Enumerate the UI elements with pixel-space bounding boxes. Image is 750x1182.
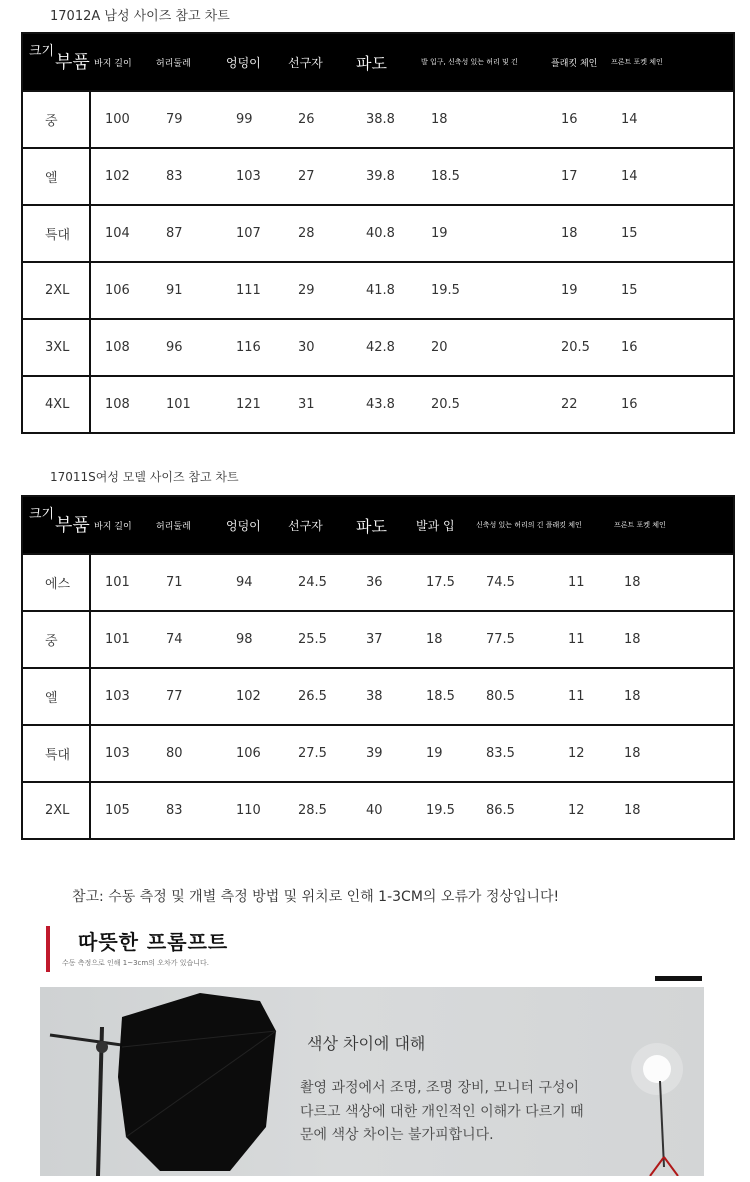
header-elastic-waist-placket: 신축성 있는 허리의 긴 플래킷 체인 bbox=[472, 496, 610, 554]
measurement-cell: 12 bbox=[554, 725, 610, 782]
measurement-cell: 102 bbox=[90, 148, 152, 205]
measurement-cell: 38 bbox=[352, 668, 412, 725]
measurement-cell: 100 bbox=[90, 91, 152, 148]
size-label-cell: 2XL bbox=[22, 262, 90, 319]
table2-title: 17011S여성 모델 사이즈 참고 차트 bbox=[50, 470, 239, 484]
measurement-cell: 18 bbox=[412, 611, 472, 668]
table-row bbox=[22, 376, 734, 433]
measurement-cell: 43.8 bbox=[352, 376, 417, 433]
measurement-cell: 25.5 bbox=[284, 611, 352, 668]
measurement-cell: 103 bbox=[90, 725, 152, 782]
header-leg-opening: 발 입구, 신축성 있는 허리 및 긴 bbox=[417, 33, 547, 91]
header-leg-opening: 발과 입 bbox=[412, 496, 472, 554]
table1-title: 17012A 남성 사이즈 참고 차트 bbox=[50, 9, 230, 24]
table-row bbox=[22, 725, 734, 782]
measurement-cell: 105 bbox=[90, 782, 152, 839]
measurement-cell: 28.5 bbox=[284, 782, 352, 839]
measurement-cell: 16 bbox=[607, 319, 734, 376]
measurement-cell: 39.8 bbox=[352, 148, 417, 205]
measurement-cell: 19 bbox=[412, 725, 472, 782]
measurement-cell: 19 bbox=[417, 205, 547, 262]
table-row bbox=[22, 91, 734, 148]
measurement-cell: 103 bbox=[222, 148, 284, 205]
measurement-cell: 80 bbox=[152, 725, 222, 782]
table-header-row bbox=[22, 496, 734, 554]
header-placket-chain: 플래킷 체인 bbox=[547, 33, 607, 91]
measurement-cell: 31 bbox=[284, 376, 352, 433]
measurement-cell: 14 bbox=[607, 148, 734, 205]
measurement-cell: 18 bbox=[547, 205, 607, 262]
measurement-cell: 16 bbox=[547, 91, 607, 148]
tips-accent-bar bbox=[46, 926, 50, 972]
measurement-cell: 101 bbox=[90, 611, 152, 668]
corner-size-label: 크기 bbox=[29, 507, 55, 522]
measurement-cell: 104 bbox=[90, 205, 152, 262]
measurement-cell: 83.5 bbox=[472, 725, 554, 782]
measurement-cell: 37 bbox=[352, 611, 412, 668]
measurement-cell: 77 bbox=[152, 668, 222, 725]
color-difference-banner bbox=[40, 987, 704, 1176]
size-label-cell: 엘 bbox=[22, 668, 90, 725]
light-stand-joint bbox=[96, 1041, 108, 1053]
measurement-cell: 106 bbox=[222, 725, 284, 782]
corner-part-label: 부품 bbox=[55, 52, 90, 73]
measurement-cell: 79 bbox=[152, 91, 222, 148]
measurement-cell: 77.5 bbox=[472, 611, 554, 668]
measurement-cell: 39 bbox=[352, 725, 412, 782]
measurement-cell: 86.5 bbox=[472, 782, 554, 839]
header-front-pocket-chain: 프론트 포켓 체인 bbox=[607, 33, 734, 91]
measurement-cell: 87 bbox=[152, 205, 222, 262]
measurement-cell: 91 bbox=[152, 262, 222, 319]
table-header-row bbox=[22, 33, 734, 91]
corner-part-label: 부품 bbox=[55, 515, 90, 536]
table-row bbox=[22, 319, 734, 376]
measurement-cell: 42.8 bbox=[352, 319, 417, 376]
measurement-note: 참고: 수동 측정 및 개별 측정 방법 및 위치로 인해 1-3CM의 오류가 정상입니다! bbox=[72, 889, 560, 905]
measurement-cell: 18.5 bbox=[412, 668, 472, 725]
measurement-cell: 24.5 bbox=[284, 554, 352, 611]
measurement-cell: 29 bbox=[284, 262, 352, 319]
measurement-cell: 19 bbox=[547, 262, 607, 319]
measurement-cell: 121 bbox=[222, 376, 284, 433]
size-label-cell: 중 bbox=[22, 91, 90, 148]
women-size-table bbox=[21, 495, 735, 840]
table-row bbox=[22, 205, 734, 262]
size-label-cell: 에스 bbox=[22, 554, 90, 611]
banner-line: 다르고 색상에 대한 개인적인 이해가 다르기 때 bbox=[300, 1104, 584, 1120]
measurement-cell: 16 bbox=[607, 376, 734, 433]
measurement-cell: 110 bbox=[222, 782, 284, 839]
table-row bbox=[22, 148, 734, 205]
measurement-cell: 40.8 bbox=[352, 205, 417, 262]
measurement-cell: 38.8 bbox=[352, 91, 417, 148]
measurement-cell: 15 bbox=[607, 205, 734, 262]
measurement-cell: 18 bbox=[610, 782, 734, 839]
measurement-cell: 83 bbox=[152, 782, 222, 839]
size-label-cell: 엘 bbox=[22, 148, 90, 205]
measurement-cell: 40 bbox=[352, 782, 412, 839]
measurement-cell: 11 bbox=[554, 668, 610, 725]
measurement-cell: 26.5 bbox=[284, 668, 352, 725]
table-row bbox=[22, 611, 734, 668]
measurement-cell: 101 bbox=[152, 376, 222, 433]
softbox-icon bbox=[118, 993, 276, 1171]
banner-line: 촬영 과정에서 조명, 조명 장비, 모니터 구성이 bbox=[300, 1080, 580, 1096]
measurement-cell: 108 bbox=[90, 376, 152, 433]
measurement-cell: 18 bbox=[610, 611, 734, 668]
measurement-cell: 111 bbox=[222, 262, 284, 319]
measurement-cell: 106 bbox=[90, 262, 152, 319]
measurement-cell: 26 bbox=[284, 91, 352, 148]
measurement-cell: 20 bbox=[417, 319, 547, 376]
measurement-cell: 96 bbox=[152, 319, 222, 376]
measurement-cell: 27 bbox=[284, 148, 352, 205]
size-label-cell: 특대 bbox=[22, 205, 90, 262]
measurement-cell: 116 bbox=[222, 319, 284, 376]
measurement-cell: 102 bbox=[222, 668, 284, 725]
measurement-cell: 22 bbox=[547, 376, 607, 433]
measurement-cell: 20.5 bbox=[547, 319, 607, 376]
table-row bbox=[22, 782, 734, 839]
tips-title: 따뜻한 프롬프트 bbox=[78, 930, 229, 954]
size-label-cell: 특대 bbox=[22, 725, 90, 782]
measurement-cell: 108 bbox=[90, 319, 152, 376]
measurement-cell: 71 bbox=[152, 554, 222, 611]
header-thigh: 파도 bbox=[352, 496, 412, 554]
measurement-cell: 18 bbox=[417, 91, 547, 148]
header-front-pocket-chain: 프론트 포켓 체인 bbox=[610, 496, 734, 554]
measurement-cell: 80.5 bbox=[472, 668, 554, 725]
table-row bbox=[22, 554, 734, 611]
size-label-cell: 4XL bbox=[22, 376, 90, 433]
measurement-cell: 94 bbox=[222, 554, 284, 611]
header-pants-length: 바지 길이 bbox=[90, 33, 152, 91]
header-waist: 허리둘레 bbox=[152, 496, 222, 554]
banner-title: 색상 차이에 대해 bbox=[307, 1034, 426, 1053]
measurement-cell: 19.5 bbox=[417, 262, 547, 319]
measurement-cell: 83 bbox=[152, 148, 222, 205]
header-hip: 엉덩이 bbox=[222, 496, 284, 554]
measurement-cell: 20.5 bbox=[417, 376, 547, 433]
corner-header bbox=[22, 496, 90, 554]
measurement-cell: 11 bbox=[554, 611, 610, 668]
measurement-cell: 18 bbox=[610, 668, 734, 725]
measurement-cell: 30 bbox=[284, 319, 352, 376]
measurement-cell: 14 bbox=[607, 91, 734, 148]
measurement-cell: 17.5 bbox=[412, 554, 472, 611]
tips-subtitle: 수동 측정으로 인해 1~3cm의 오차가 있습니다. bbox=[62, 959, 209, 967]
header-hip: 엉덩이 bbox=[222, 33, 284, 91]
measurement-cell: 11 bbox=[554, 554, 610, 611]
measurement-cell: 12 bbox=[554, 782, 610, 839]
measurement-cell: 18.5 bbox=[417, 148, 547, 205]
header-front-rise: 선구자 bbox=[284, 496, 352, 554]
measurement-cell: 74 bbox=[152, 611, 222, 668]
header-pants-length: 바지 길이 bbox=[90, 496, 152, 554]
measurement-cell: 19.5 bbox=[412, 782, 472, 839]
header-thigh: 파도 bbox=[352, 33, 417, 91]
measurement-cell: 103 bbox=[90, 668, 152, 725]
measurement-cell: 74.5 bbox=[472, 554, 554, 611]
header-waist: 허리둘레 bbox=[152, 33, 222, 91]
table-row bbox=[22, 262, 734, 319]
size-label-cell: 중 bbox=[22, 611, 90, 668]
men-size-table bbox=[21, 32, 735, 434]
decorative-dash bbox=[655, 976, 702, 981]
measurement-cell: 41.8 bbox=[352, 262, 417, 319]
table-row bbox=[22, 668, 734, 725]
measurement-cell: 27.5 bbox=[284, 725, 352, 782]
measurement-cell: 18 bbox=[610, 725, 734, 782]
measurement-cell: 98 bbox=[222, 611, 284, 668]
measurement-cell: 18 bbox=[610, 554, 734, 611]
measurement-cell: 101 bbox=[90, 554, 152, 611]
header-front-rise: 선구자 bbox=[284, 33, 352, 91]
measurement-cell: 99 bbox=[222, 91, 284, 148]
measurement-cell: 15 bbox=[607, 262, 734, 319]
size-label-cell: 2XL bbox=[22, 782, 90, 839]
measurement-cell: 28 bbox=[284, 205, 352, 262]
measurement-cell: 36 bbox=[352, 554, 412, 611]
banner-line: 문에 색상 차이는 불가피합니다. bbox=[300, 1127, 494, 1143]
size-label-cell: 3XL bbox=[22, 319, 90, 376]
corner-header bbox=[22, 33, 90, 91]
measurement-cell: 17 bbox=[547, 148, 607, 205]
corner-size-label: 크기 bbox=[29, 44, 55, 59]
measurement-cell: 107 bbox=[222, 205, 284, 262]
